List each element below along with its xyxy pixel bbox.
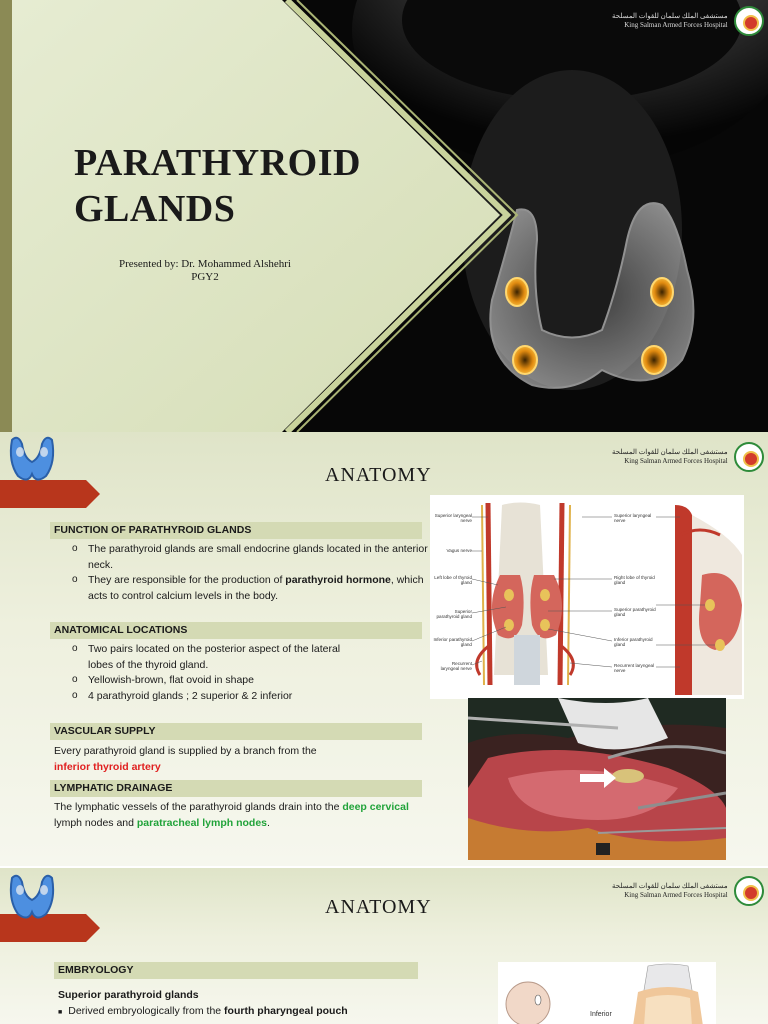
diagram-label: Superior parathyroid gland <box>614 607 656 618</box>
hospital-emblem-icon <box>734 876 764 906</box>
slide-heading: ANATOMY <box>325 464 432 486</box>
hospital-name-english: King Salman Armed Forces Hospital <box>624 457 728 465</box>
accent-arrow-tab <box>0 480 100 508</box>
inferior-thyroid-artery-term: inferior thyroid artery <box>54 760 161 773</box>
anatomy-slide <box>0 432 768 866</box>
slide-side-bar <box>0 0 12 432</box>
slide-heading: ANATOMY <box>325 896 432 918</box>
locations-bullet-2: o Yellowish-brown, flat ovoid in shape <box>72 673 362 689</box>
superior-bullet-text: Derived embryologically from the <box>68 1005 225 1017</box>
presenter-name: Presented by: Dr. Mohammed Alshehri <box>118 258 291 270</box>
paratracheal-term: paratracheal lymph nodes <box>136 816 268 829</box>
surgical-field-image <box>468 698 726 860</box>
thyroid-gland-icon <box>6 432 58 484</box>
vascular-text <box>54 744 414 775</box>
diagram-label: Left lobe of thyroid gland <box>434 575 472 586</box>
hospital-logo <box>612 6 764 36</box>
embryology-section-header: EMBRYOLOGY <box>54 962 418 979</box>
hospital-emblem-icon <box>734 6 764 36</box>
anatomy-diagram <box>430 495 744 699</box>
title-line-1: PARATHYROID <box>74 142 361 184</box>
diagram-label: Recurrent laryngeal nerve <box>614 663 655 674</box>
hospital-emblem-icon <box>734 442 764 472</box>
hospital-name-arabic: مستشفى الملك سلمان للقوات المسلحة <box>612 12 728 20</box>
lymph-sentence-2: lymph nodes and <box>54 816 137 829</box>
hospital-name-arabic: مستشفى الملك سلمان للقوات المسلحة <box>612 448 728 456</box>
hospital-logo <box>612 876 764 906</box>
diagram-label: Inferior parathyroid gland <box>433 637 472 648</box>
function-bullet-list <box>72 542 428 604</box>
thyroid-gland-icon <box>6 870 58 922</box>
superior-glands-bullet <box>58 1004 418 1021</box>
function-bullet-2-tail: , which acts to control calcium levels in the body. <box>88 574 424 602</box>
vascular-section-header: VASCULAR SUPPLY <box>50 723 422 740</box>
presentation-title <box>74 140 394 232</box>
hospital-name-english: King Salman Armed Forces Hospital <box>624 891 728 899</box>
surgical-photo <box>468 698 726 860</box>
inferior-figure-label: Inferior <box>590 1011 612 1018</box>
square-bullet-icon: ■ <box>58 1009 63 1016</box>
title-line-2: GLANDS <box>74 188 236 230</box>
diagram-label: Superior parathyroid gland <box>436 609 472 620</box>
function-bullet-1: o The parathyroid glands are small endocrine glands located in the anterior neck. <box>72 542 428 573</box>
diagram-label: Right lobe of thyroid gland <box>614 575 655 586</box>
hospital-name-english: King Salman Armed Forces Hospital <box>624 21 728 29</box>
locations-bullet-3: o 4 parathyroid glands ; 2 superior & 2 inferior <box>72 689 362 705</box>
lymph-sentence-3: . <box>267 816 270 829</box>
locations-bullet-1: o Two pairs located on the posterior aspect of the lateral lobes of the thyroid gland. <box>72 642 362 673</box>
deep-cervical-term: deep cervical <box>342 801 409 813</box>
diagram-label: Vagus nerve <box>446 548 472 553</box>
lymph-sentence-1: The lymphatic vessels of the parathyroid glands drain into the <box>54 801 343 813</box>
diagram-label: Superior laryngeal nerve <box>614 513 652 524</box>
function-bullet-2-text: They are responsible for the production of <box>88 574 286 586</box>
vascular-sentence: Every parathyroid gland is supplied by a branch from the <box>54 745 317 757</box>
lymphatic-text <box>54 800 412 831</box>
presenter-info <box>100 258 310 284</box>
superior-glands-title: Superior parathyroid glands <box>58 989 199 1001</box>
locations-bullet-list <box>72 642 362 704</box>
neck-anatomy-illustration <box>430 495 744 699</box>
locations-section-header: ANATOMICAL LOCATIONS <box>50 622 422 639</box>
lymphatic-section-header: LYMPHATIC DRAINAGE <box>50 780 422 797</box>
hospital-logo <box>612 442 764 472</box>
hospital-name-arabic: مستشفى الملك سلمان للقوات المسلحة <box>612 882 728 890</box>
diagram-label: Superior laryngeal nerve <box>434 513 472 524</box>
function-bullet-2 <box>72 573 428 604</box>
title-slide <box>0 0 768 432</box>
diagram-label: Inferior parathyroid gland <box>614 637 653 648</box>
presenter-level: PGY2 <box>191 271 219 283</box>
embryology-slide <box>0 866 768 1024</box>
function-section-header: FUNCTION OF PARATHYROID GLANDS <box>50 522 422 539</box>
fourth-pharyngeal-pouch-term: fourth pharyngeal pouch <box>224 1005 348 1017</box>
diagram-label: Recurrent laryngeal nerve <box>440 661 472 672</box>
embryology-diagram <box>498 962 716 1024</box>
parathyroid-hormone-term: parathyroid hormone <box>285 574 391 586</box>
